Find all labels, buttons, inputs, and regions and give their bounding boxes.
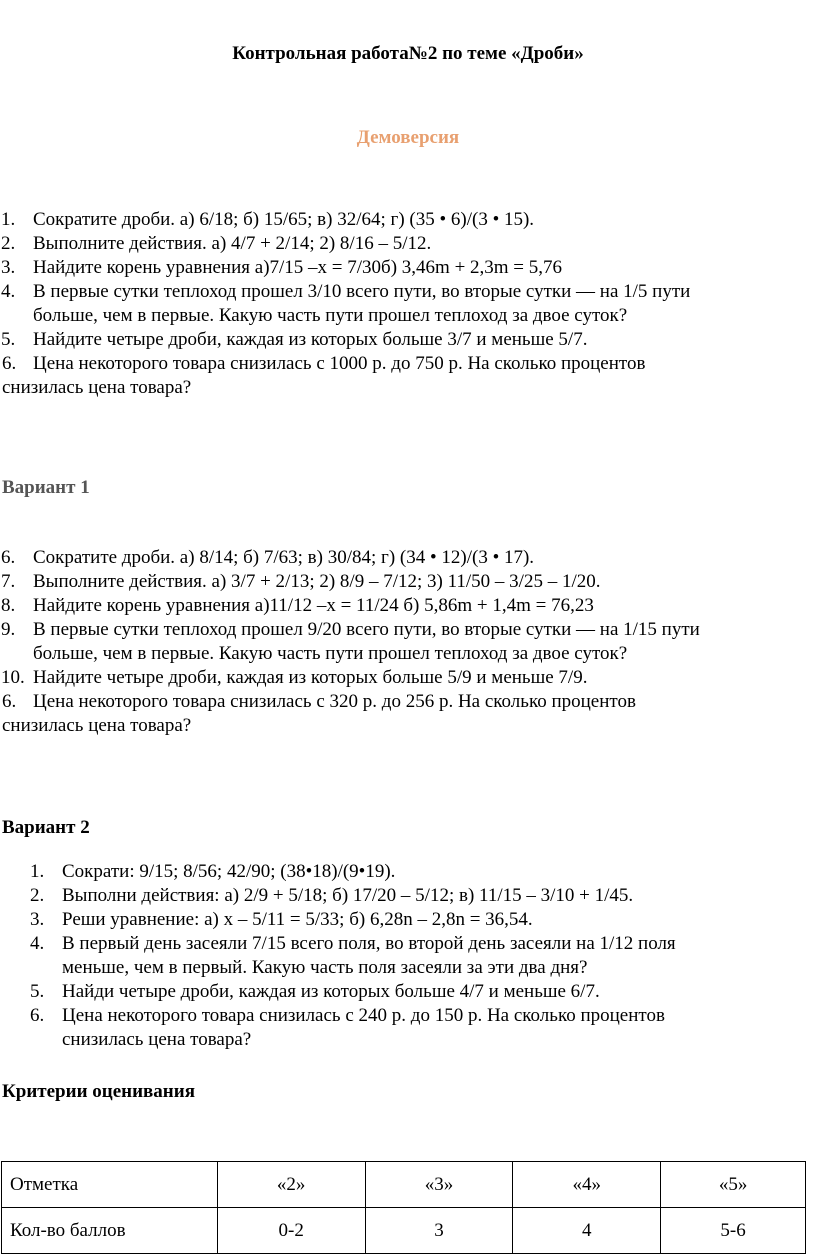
variant-1-task bbox=[0, 618, 800, 666]
demo-task-3 bbox=[0, 256, 800, 280]
task-text: Сократите дроби. а) 6/18; б) 15/65; в) 32/64; г) (35 • 6)/(3 • 15). bbox=[33, 209, 535, 230]
demo-task-list bbox=[0, 208, 800, 400]
demo-task-6 bbox=[0, 352, 800, 376]
task-number: 6. bbox=[2, 353, 17, 374]
variant-2-task bbox=[0, 1004, 800, 1052]
criteria-table bbox=[1, 1161, 806, 1254]
task-text: В первые сутки теплоход прошел 3/10 всего пути, во вторые сутки — на 1/5 пути bbox=[33, 281, 691, 302]
task-number: 10. bbox=[1, 667, 25, 688]
variant-1-task-6-cont: снизилась цена товара? bbox=[2, 715, 192, 736]
task-text: больше, чем в первые. Какую часть пути прошел теплоход за двое суток? bbox=[33, 305, 628, 326]
task-number: 7. bbox=[1, 571, 16, 592]
task-text: Найдите корень уравнения а)7/15 –х = 7/30б) 3,46m + 2,3m = 5,76 bbox=[33, 257, 563, 278]
task-number: 2. bbox=[1, 233, 16, 254]
table-cell: «3» bbox=[365, 1162, 513, 1208]
table-cell: 3 bbox=[365, 1208, 513, 1254]
demo-task-4 bbox=[0, 280, 800, 328]
variant-1-task bbox=[0, 666, 800, 690]
task-text: Цена некоторого товара снизилась с 320 р. до 256 р. На сколько процентов bbox=[33, 691, 636, 712]
table-cell: Кол-во баллов bbox=[2, 1208, 218, 1254]
variant-2-heading: Вариант 2 bbox=[2, 817, 90, 838]
task-number: 1. bbox=[1, 209, 16, 230]
variant-2-task bbox=[0, 860, 800, 884]
task-number: 6. bbox=[2, 691, 17, 712]
task-number: 6. bbox=[30, 1005, 45, 1026]
criteria-heading: Критерии оценивания bbox=[2, 1081, 195, 1102]
task-text: Выполни действия: а) 2/9 + 5/18; б) 17/20 – 5/12; в) 11/15 – 3/10 + 1/45. bbox=[62, 885, 634, 906]
task-text: меньше, чем в первый. Какую часть поля засеяли за эти два дня? bbox=[62, 957, 588, 978]
demo-task-2 bbox=[0, 232, 800, 256]
variant-1-task bbox=[0, 594, 800, 618]
task-number: 1. bbox=[30, 861, 45, 882]
task-text: Реши уравнение: а) х – 5/11 = 5/33; б) 6,28n – 2,8n = 36,54. bbox=[62, 909, 533, 930]
task-text: Выполните действия. а) 4/7 + 2/14; 2) 8/16 – 5/12. bbox=[33, 233, 432, 254]
demo-task-1 bbox=[0, 208, 800, 232]
task-text: Цена некоторого товара снизилась с 240 р. до 150 р. На сколько процентов bbox=[62, 1005, 665, 1026]
variant-2-task bbox=[0, 884, 800, 908]
task-number: 6. bbox=[1, 547, 16, 568]
task-number: 3. bbox=[1, 257, 16, 278]
task-text: В первые сутки теплоход прошел 9/20 всего пути, во вторые сутки — на 1/15 пути bbox=[33, 619, 700, 640]
variant-2-task-list bbox=[0, 860, 800, 1052]
task-number: 4. bbox=[30, 933, 45, 954]
task-number: 4. bbox=[1, 281, 16, 302]
task-number: 5. bbox=[30, 981, 45, 1002]
task-text: снизилась цена товара? bbox=[62, 1029, 252, 1050]
demo-task-5 bbox=[0, 328, 800, 352]
variant-2-task bbox=[0, 908, 800, 932]
task-text: Выполните действия. а) 3/7 + 2/13; 2) 8/9 – 7/12; 3) 11/50 – 3/25 – 1/20. bbox=[33, 571, 601, 592]
task-text: Найди четыре дроби, каждая из которых больше 4/7 и меньше 6/7. bbox=[62, 981, 600, 1002]
task-text: Сократи: 9/15; 8/56; 42/90; (38•18)/(9•19). bbox=[62, 861, 396, 882]
table-row bbox=[2, 1162, 806, 1208]
task-text: Сократите дроби. а) 8/14; б) 7/63; в) 30/84; г) (34 • 12)/(3 • 17). bbox=[33, 547, 535, 568]
table-row bbox=[2, 1208, 806, 1254]
task-number: 2. bbox=[30, 885, 45, 906]
variant-1-heading: Вариант 1 bbox=[2, 477, 90, 498]
page-title: Контрольная работа№2 по теме «Дроби» bbox=[232, 43, 584, 64]
task-number: 9. bbox=[1, 619, 16, 640]
task-text: Найдите корень уравнения а)11/12 –х = 11/24 б) 5,86m + 1,4m = 76,23 bbox=[33, 595, 594, 616]
table-cell: «5» bbox=[661, 1162, 806, 1208]
table-cell: 0-2 bbox=[217, 1208, 365, 1254]
task-number: 5. bbox=[1, 329, 16, 350]
table-cell: 5-6 bbox=[661, 1208, 806, 1254]
demo-label: Демоверсия bbox=[356, 127, 460, 148]
task-number: 3. bbox=[30, 909, 45, 930]
task-text: больше, чем в первые. Какую часть пути прошел теплоход за двое суток? bbox=[33, 643, 628, 664]
variant-1-task bbox=[0, 570, 800, 594]
demo-task-6-cont: снизилась цена товара? bbox=[2, 377, 192, 398]
variant-1-task bbox=[0, 546, 800, 570]
variant-2-task bbox=[0, 932, 800, 980]
table-cell: Отметка bbox=[2, 1162, 218, 1208]
table-cell: 4 bbox=[513, 1208, 661, 1254]
task-text: В первый день засеяли 7/15 всего поля, во второй день засеяли на 1/12 поля bbox=[62, 933, 676, 954]
task-text: Цена некоторого товара снизилась с 1000 р. до 750 р. На сколько процентов bbox=[33, 353, 646, 374]
variant-1-task-6 bbox=[0, 690, 800, 714]
variant-2-task bbox=[0, 980, 800, 1004]
table-cell: «4» bbox=[513, 1162, 661, 1208]
task-text: Найдите четыре дроби, каждая из которых больше 5/9 и меньше 7/9. bbox=[33, 667, 588, 688]
table-cell: «2» bbox=[217, 1162, 365, 1208]
task-number: 8. bbox=[1, 595, 16, 616]
task-text: Найдите четыре дроби, каждая из которых больше 3/7 и меньше 5/7. bbox=[33, 329, 588, 350]
variant-1-task-list bbox=[0, 546, 800, 738]
